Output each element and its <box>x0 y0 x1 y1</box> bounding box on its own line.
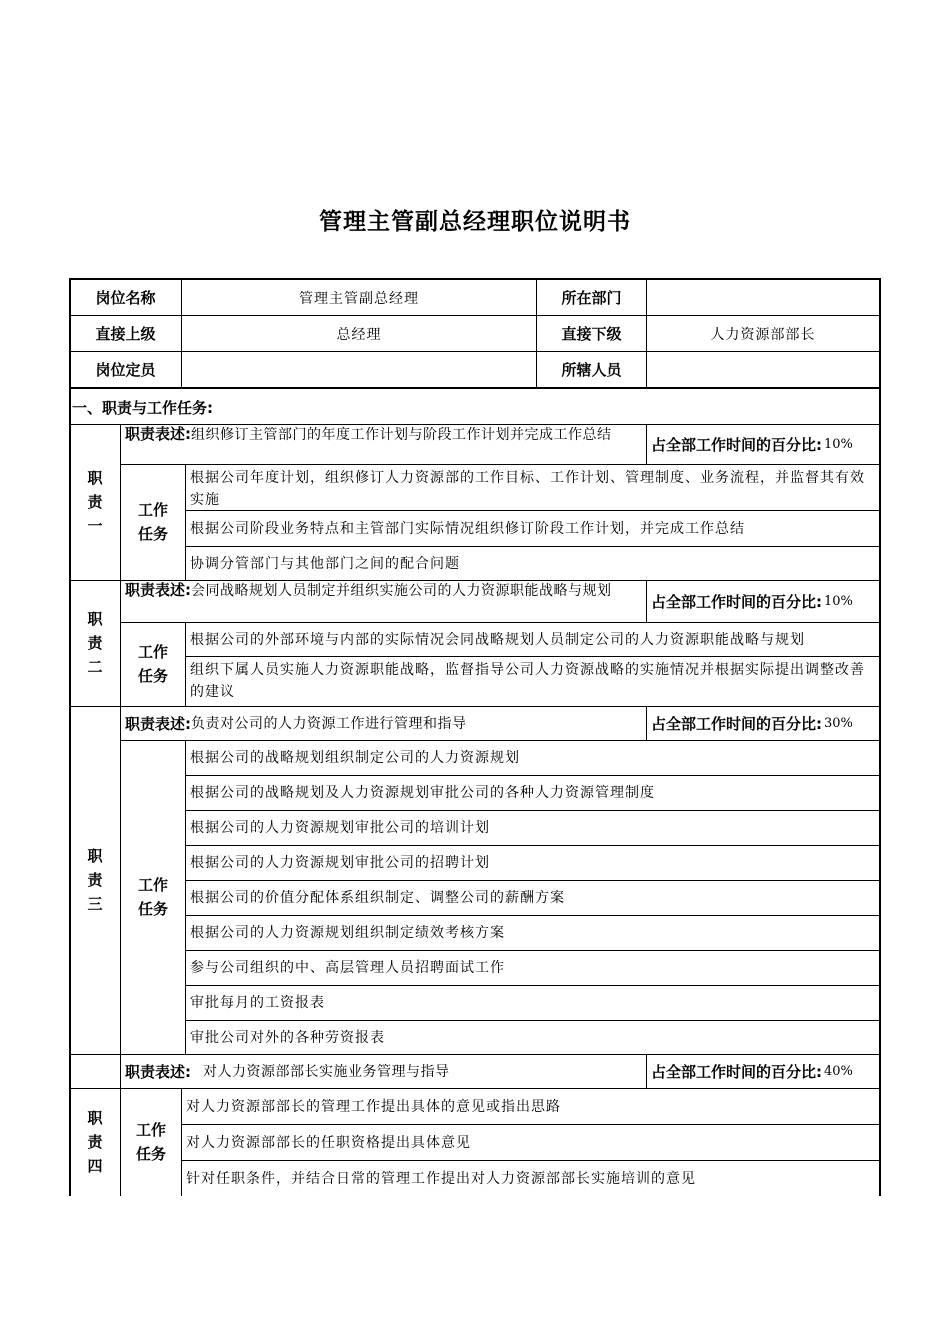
duty-1-task-label: 工作 任务 <box>137 501 168 543</box>
subordinate-value: 人力资源部部长 <box>710 326 816 343</box>
duty-1-description: 职责表述:组织修订主管部门的年度工作计划与阶段工作计划并完成工作总结 <box>125 425 612 443</box>
duty-3-name: 职 责 三 <box>87 847 103 913</box>
headcount-value <box>182 352 536 387</box>
duty-1-task: 根据公司阶段业务特点和主管部门实际情况组织修订阶段工作计划，并完成工作总结 <box>190 520 745 537</box>
duty-3-task: 审批公司对外的各种劳资报表 <box>190 1029 385 1046</box>
staff-label: 所辖人员 <box>561 361 622 379</box>
duty-1-task: 根据公司年度计划，组织修订人力资源部的工作目标、工作计划、管理制度、业务流程，并监督其有效实施 <box>190 470 865 508</box>
duty-4-description: 职责表述: 对人力资源部部长实施业务管理与指导 <box>125 1062 450 1081</box>
superior-value: 总经理 <box>336 326 382 343</box>
duty-3-task: 根据公司的人力资源规划审批公司的招聘计划 <box>190 855 490 871</box>
duty-2-description: 职责表述:会同战略规划人员制定并组织实施公司的人力资源职能战略与规划 <box>125 581 612 599</box>
duty-2-percent: 占全部工作时间的百分比: 10% <box>651 593 853 611</box>
duty-3-description: 职责表述: 负责对公司的人力资源工作进行管理和指导 <box>125 714 467 733</box>
duty-3-task-label: 工作 任务 <box>137 876 168 918</box>
department-value <box>647 280 879 315</box>
duty-2-name: 职 责 二 <box>87 610 103 676</box>
duty-3-task: 审批每月的工资报表 <box>190 995 325 1011</box>
duty-1-name: 职 责 一 <box>87 469 103 535</box>
subordinate-label: 直接下级 <box>561 325 622 343</box>
duty-2-task-label: 工作 任务 <box>137 643 168 685</box>
duty-3-task: 根据公司的人力资源规划组织制定绩效考核方案 <box>190 925 505 941</box>
duty-4-task: 对人力资源部部长的管理工作提出具体的意见或指出思路 <box>186 1098 561 1115</box>
duty-4-name: 职 责 四 <box>87 1109 103 1175</box>
duty-3-task: 根据公司的战略规划组织制定公司的人力资源规划 <box>190 750 520 766</box>
superior-label: 直接上级 <box>95 325 156 343</box>
duty-4-task-label: 工作 任务 <box>135 1121 166 1163</box>
duty-4-task: 对人力资源部部长的任职资格提出具体意见 <box>186 1134 471 1151</box>
duty-4-task: 针对任职条件，并结合日常的管理工作提出对人力资源部部长实施培训的意见 <box>186 1170 696 1187</box>
section-title: 一、职责与工作任务: <box>72 398 213 417</box>
duty-2-task: 组织下属人员实施人力资源职能战略，监督指导公司人力资源战略的实施情况并根据实际提出调整改善的建议 <box>190 662 865 700</box>
headcount-label: 岗位定员 <box>95 361 156 379</box>
duty-4-percent: 占全部工作时间的百分比: 40% <box>651 1063 853 1081</box>
duty-1-percent: 占全部工作时间的百分比: 10% <box>651 436 853 454</box>
duty-3-task: 根据公司的战略规划及人力资源规划审批公司的各种人力资源管理制度 <box>190 785 655 801</box>
duty-3-percent: 占全部工作时间的百分比: 30% <box>651 715 853 733</box>
duty-3-task: 参与公司组织的中、高层管理人员招聘面试工作 <box>190 960 505 976</box>
staff-value <box>647 352 879 387</box>
position-name-label: 岗位名称 <box>95 289 156 307</box>
department-label: 所在部门 <box>561 289 622 307</box>
duty-2-task: 根据公司的外部环境与内部的实际情况会同战略规划人员制定公司的人力资源职能战略与规划 <box>190 631 805 648</box>
position-name-value: 管理主管副总经理 <box>299 290 419 307</box>
duty-3-task: 根据公司的人力资源规划审批公司的培训计划 <box>190 820 490 836</box>
duty-1-task: 协调分管部门与其他部门之间的配合问题 <box>190 555 460 572</box>
duty-3-task: 根据公司的价值分配体系组织制定、调整公司的薪酬方案 <box>190 890 565 906</box>
page-title: 管理主管副总经理职位说明书 <box>319 209 631 235</box>
